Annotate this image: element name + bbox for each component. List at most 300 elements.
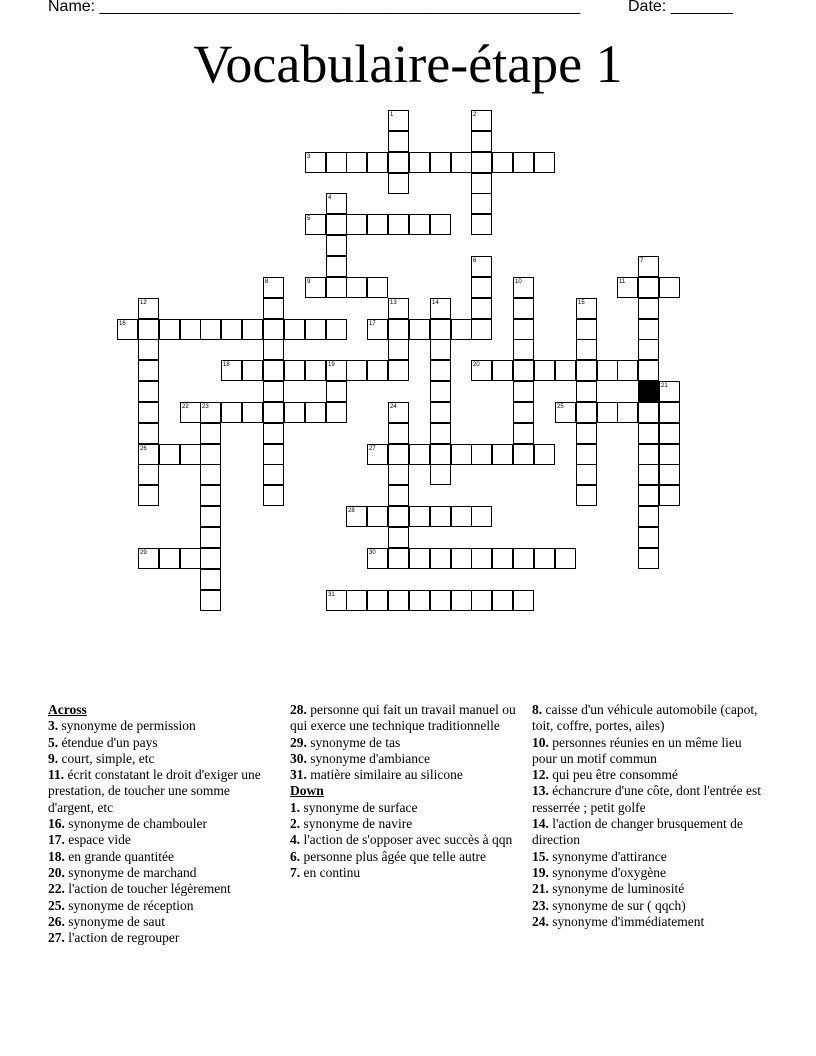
grid-cell[interactable] xyxy=(305,402,326,423)
clue-text: synonyme de navire xyxy=(300,816,413,832)
clue-number: 24 xyxy=(390,404,397,410)
clue xyxy=(48,849,278,865)
clue-number: 14 xyxy=(432,300,439,306)
clue-number-label: 4. xyxy=(290,832,301,848)
grid-cell[interactable] xyxy=(180,319,201,340)
clue-number-label: 22. xyxy=(48,881,65,897)
grid-cell[interactable] xyxy=(388,214,409,235)
grid-cell[interactable] xyxy=(263,444,284,465)
clue xyxy=(48,832,278,848)
grid-cell[interactable] xyxy=(513,402,534,423)
grid-cell[interactable] xyxy=(326,256,347,277)
clue-number-label: 3. xyxy=(48,718,59,734)
grid-cell[interactable] xyxy=(492,360,513,381)
clue-text: espace vide xyxy=(64,832,131,848)
clue xyxy=(290,816,526,832)
clue-text: synonyme de luminosité xyxy=(548,881,685,897)
grid-cell[interactable] xyxy=(409,548,430,569)
grid-cell[interactable] xyxy=(159,319,180,340)
grid-cell[interactable] xyxy=(263,423,284,444)
clue xyxy=(532,702,762,735)
clue xyxy=(532,816,762,849)
grid-cell[interactable] xyxy=(638,339,659,360)
grid-cell[interactable] xyxy=(138,339,159,360)
grid-cell[interactable] xyxy=(451,590,472,611)
clues-column-2 xyxy=(290,702,526,881)
clue-text: synonyme d'ambiance xyxy=(306,750,431,766)
grid-cell[interactable] xyxy=(138,423,159,444)
grid-cell[interactable] xyxy=(638,277,659,298)
grid-cell[interactable] xyxy=(471,548,492,569)
clue-number: 3 xyxy=(307,154,311,160)
clue-number-label: 7. xyxy=(290,864,301,880)
grid-cell[interactable] xyxy=(200,590,221,611)
across-heading: Across xyxy=(48,702,87,717)
clue xyxy=(48,914,278,930)
grid-cell[interactable] xyxy=(638,506,659,527)
clue xyxy=(290,832,526,848)
clue xyxy=(48,816,278,832)
clue xyxy=(48,881,278,897)
grid-cell[interactable] xyxy=(659,277,680,298)
grid-cell[interactable] xyxy=(430,360,451,381)
clue-text: en grande quantitée xyxy=(64,848,174,864)
grid-cell[interactable] xyxy=(659,402,680,423)
clue-number-label: 2. xyxy=(290,816,301,832)
grid-cell[interactable] xyxy=(200,506,221,527)
grid-cell[interactable] xyxy=(576,485,597,506)
grid-cell[interactable] xyxy=(388,485,409,506)
clue-number-label: 19. xyxy=(532,864,549,880)
grid-cell[interactable] xyxy=(346,214,367,235)
clue-number: 22 xyxy=(182,404,189,410)
clue-number-label: 29. xyxy=(290,734,307,750)
grid-cell[interactable] xyxy=(367,152,388,173)
grid-cell[interactable] xyxy=(638,319,659,340)
grid-cell[interactable] xyxy=(346,277,367,298)
clue-number-label: 10. xyxy=(532,734,549,750)
grid-cell[interactable] xyxy=(638,548,659,569)
grid-cell[interactable] xyxy=(638,444,659,465)
clue-text: l'action de s'opposer avec succès à qqn xyxy=(300,832,513,848)
grid-cell[interactable] xyxy=(513,360,534,381)
clue-text: court, simple, etc xyxy=(58,750,155,766)
clue-number-label: 6. xyxy=(290,848,301,864)
clue-text: personnes réunies en un même lieu pour un motif commun xyxy=(532,734,742,766)
clue-text: en continu xyxy=(300,864,361,880)
grid-cell[interactable] xyxy=(263,485,284,506)
grid-cell[interactable] xyxy=(200,527,221,548)
grid-cell[interactable] xyxy=(513,298,534,319)
grid-cell[interactable] xyxy=(326,214,347,235)
grid-cell[interactable] xyxy=(200,569,221,590)
grid-cell[interactable] xyxy=(492,444,513,465)
clue-number-label: 17. xyxy=(48,832,65,848)
grid-cell[interactable] xyxy=(451,548,472,569)
clue xyxy=(48,865,278,881)
grid-cell[interactable] xyxy=(388,506,409,527)
clue xyxy=(290,735,526,751)
clue xyxy=(48,751,278,767)
grid-cell[interactable] xyxy=(242,360,263,381)
grid-cell[interactable] xyxy=(638,485,659,506)
grid-cell[interactable] xyxy=(617,402,638,423)
grid-cell[interactable] xyxy=(409,444,430,465)
grid-cell[interactable] xyxy=(451,152,472,173)
grid-cell[interactable] xyxy=(513,548,534,569)
clue-number-label: 24. xyxy=(532,913,549,929)
clue-number-label: 11. xyxy=(48,767,65,783)
grid-cell[interactable] xyxy=(576,444,597,465)
grid-cell[interactable] xyxy=(200,423,221,444)
grid-cell[interactable] xyxy=(263,339,284,360)
grid-cell[interactable] xyxy=(200,444,221,465)
grid-cell[interactable] xyxy=(388,319,409,340)
grid-cell[interactable] xyxy=(659,464,680,485)
clue-number: 23 xyxy=(202,404,209,410)
clues-column-3 xyxy=(532,702,762,930)
grid-cell[interactable] xyxy=(451,506,472,527)
grid-cell[interactable] xyxy=(326,235,347,256)
grid-cell[interactable] xyxy=(576,319,597,340)
grid-cell[interactable] xyxy=(430,548,451,569)
clue-number: 8 xyxy=(265,279,269,285)
grid-cell[interactable] xyxy=(263,464,284,485)
grid-cell[interactable] xyxy=(388,527,409,548)
grid-cell[interactable] xyxy=(242,319,263,340)
grid-cell[interactable] xyxy=(284,360,305,381)
grid-cell[interactable] xyxy=(471,214,492,235)
clue-number: 28 xyxy=(348,508,355,514)
grid-cell[interactable] xyxy=(638,464,659,485)
clue-text: caisse d'un véhicule automobile (capot, toit, coffre, portes, ailes) xyxy=(532,702,758,734)
grid-cell[interactable] xyxy=(534,152,555,173)
clue xyxy=(48,898,278,914)
clue xyxy=(48,718,278,734)
grid-cell[interactable] xyxy=(367,590,388,611)
clue xyxy=(48,735,278,751)
grid-cell[interactable] xyxy=(180,444,201,465)
grid-cell[interactable] xyxy=(638,298,659,319)
grid-cell[interactable] xyxy=(326,402,347,423)
grid-cell[interactable] xyxy=(263,381,284,402)
clue-number: 29 xyxy=(140,550,147,556)
clue-number-label: 9. xyxy=(48,750,59,766)
grid-cell[interactable] xyxy=(284,319,305,340)
clue-number-label: 16. xyxy=(48,816,65,832)
clues-column-1 xyxy=(48,702,278,946)
grid-cell[interactable] xyxy=(388,590,409,611)
grid-cell[interactable] xyxy=(492,590,513,611)
grid-cell[interactable] xyxy=(471,277,492,298)
clue-text: synonyme de sur ( qqch) xyxy=(548,897,686,913)
grid-cell[interactable] xyxy=(597,360,618,381)
clue-number: 15 xyxy=(578,300,585,306)
clue-text: synonyme de saut xyxy=(64,913,165,929)
grid-cell[interactable] xyxy=(138,319,159,340)
grid-cell[interactable] xyxy=(534,548,555,569)
clue-text: qui peu être consommé xyxy=(548,767,678,783)
clue-text: synonyme de marchand xyxy=(64,864,197,880)
clue xyxy=(532,767,762,783)
grid-cell[interactable] xyxy=(305,319,326,340)
clue-number: 11 xyxy=(619,279,626,285)
grid-cell[interactable] xyxy=(513,590,534,611)
grid-cell[interactable] xyxy=(576,423,597,444)
clue xyxy=(290,702,526,735)
grid-cell[interactable] xyxy=(638,423,659,444)
grid-cell[interactable] xyxy=(221,402,242,423)
clue xyxy=(290,849,526,865)
grid-cell[interactable] xyxy=(659,444,680,465)
grid-cell[interactable] xyxy=(430,402,451,423)
grid-cell[interactable] xyxy=(513,152,534,173)
grid-cell[interactable] xyxy=(200,464,221,485)
grid-cell[interactable] xyxy=(367,506,388,527)
grid-cell[interactable] xyxy=(180,548,201,569)
clue-text: l'action de toucher légèrement xyxy=(64,881,231,897)
clue-text: synonyme de permission xyxy=(58,718,196,734)
grid-cell[interactable] xyxy=(138,402,159,423)
clue-number-label: 23. xyxy=(532,897,549,913)
grid-cell[interactable] xyxy=(221,319,242,340)
clue xyxy=(48,767,278,816)
clue-number: 13 xyxy=(390,300,397,306)
grid-cell[interactable] xyxy=(138,360,159,381)
clue xyxy=(532,898,762,914)
grid-cell[interactable] xyxy=(263,360,284,381)
grid-cell[interactable] xyxy=(305,360,326,381)
black-cell xyxy=(638,381,659,402)
grid-cell[interactable] xyxy=(513,339,534,360)
grid-cell[interactable] xyxy=(659,423,680,444)
clue-number: 19 xyxy=(328,362,335,368)
grid-cell[interactable] xyxy=(346,360,367,381)
grid-cell[interactable] xyxy=(534,360,555,381)
clue-text: synonyme d'oxygène xyxy=(548,864,667,880)
clue-number: 7 xyxy=(640,258,644,264)
clue-number: 2 xyxy=(473,112,477,118)
clue-text: synonyme de réception xyxy=(64,897,194,913)
grid-cell[interactable] xyxy=(597,402,618,423)
clue-number: 17 xyxy=(369,321,376,327)
clue xyxy=(290,800,526,816)
grid-cell[interactable] xyxy=(388,548,409,569)
clue-text: synonyme d'attirance xyxy=(548,848,667,864)
clue-number: 27 xyxy=(369,446,376,452)
grid-cell[interactable] xyxy=(409,214,430,235)
grid-cell[interactable] xyxy=(471,590,492,611)
grid-cell[interactable] xyxy=(430,381,451,402)
clue xyxy=(532,849,762,865)
clue-text: l'action de changer brusquement de direction xyxy=(532,816,743,848)
clue-number: 4 xyxy=(328,195,332,201)
grid-cell[interactable] xyxy=(430,444,451,465)
grid-cell[interactable] xyxy=(284,402,305,423)
grid-cell[interactable] xyxy=(471,298,492,319)
grid-cell[interactable] xyxy=(263,402,284,423)
date-field[interactable]: Date: _______ xyxy=(628,0,733,15)
clue-number: 16 xyxy=(119,321,126,327)
clue-number: 18 xyxy=(223,362,230,368)
grid-cell[interactable] xyxy=(513,423,534,444)
clue-number-label: 14. xyxy=(532,816,549,832)
grid-cell[interactable] xyxy=(346,590,367,611)
grid-cell[interactable] xyxy=(471,444,492,465)
grid-cell[interactable] xyxy=(367,214,388,235)
clue-number-label: 5. xyxy=(48,734,59,750)
grid-cell[interactable] xyxy=(471,193,492,214)
grid-cell[interactable] xyxy=(409,590,430,611)
clue-number: 25 xyxy=(557,404,564,410)
clue-text: écrit constatant le droit d'exiger une prestation, de toucher une somme d'argent, etc xyxy=(48,767,261,815)
grid-cell[interactable] xyxy=(138,464,159,485)
grid-cell[interactable] xyxy=(430,590,451,611)
clue-number-label: 8. xyxy=(532,702,543,717)
grid-cell[interactable] xyxy=(159,444,180,465)
grid-cell[interactable] xyxy=(388,339,409,360)
clue xyxy=(290,751,526,767)
grid-cell[interactable] xyxy=(555,360,576,381)
clue xyxy=(532,735,762,768)
clue-number-label: 28. xyxy=(290,702,307,717)
grid-cell[interactable] xyxy=(409,506,430,527)
grid-cell[interactable] xyxy=(326,277,347,298)
name-field[interactable]: Name: ______________________________________________________ xyxy=(48,0,581,15)
clue-number: 6 xyxy=(473,258,477,264)
clue xyxy=(532,881,762,897)
grid-cell[interactable] xyxy=(576,381,597,402)
grid-cell[interactable] xyxy=(326,152,347,173)
grid-cell[interactable] xyxy=(492,548,513,569)
grid-cell[interactable] xyxy=(471,173,492,194)
clue xyxy=(48,930,278,946)
clue-number: 9 xyxy=(307,279,311,285)
clue-number-label: 12. xyxy=(532,767,549,783)
clue-number-label: 15. xyxy=(532,848,549,864)
grid-cell[interactable] xyxy=(451,319,472,340)
grid-cell[interactable] xyxy=(492,152,513,173)
grid-cell[interactable] xyxy=(388,464,409,485)
clue-number-label: 30. xyxy=(290,750,307,766)
clue-text: matière similaire au silicone xyxy=(306,767,463,783)
grid-cell[interactable] xyxy=(430,214,451,235)
grid-cell[interactable] xyxy=(576,339,597,360)
grid-cell[interactable] xyxy=(430,339,451,360)
clue-number: 1 xyxy=(390,112,394,118)
clue-text: personne qui fait un travail manuel ou qui exerce une technique traditionnelle xyxy=(290,702,516,734)
grid-cell[interactable] xyxy=(471,506,492,527)
clue-text: personne plus âgée que telle autre xyxy=(300,848,487,864)
grid-cell[interactable] xyxy=(576,402,597,423)
clue xyxy=(532,914,762,930)
clue xyxy=(290,767,526,783)
grid-cell[interactable] xyxy=(638,402,659,423)
grid-cell[interactable] xyxy=(263,319,284,340)
grid-cell[interactable] xyxy=(409,152,430,173)
grid-cell[interactable] xyxy=(388,444,409,465)
grid-cell[interactable] xyxy=(430,319,451,340)
grid-cell[interactable] xyxy=(471,152,492,173)
clue-number-label: 27. xyxy=(48,930,65,946)
grid-cell[interactable] xyxy=(367,277,388,298)
grid-cell[interactable] xyxy=(638,360,659,381)
clue xyxy=(290,865,526,881)
grid-cell[interactable] xyxy=(138,485,159,506)
grid-cell[interactable] xyxy=(513,444,534,465)
grid-cell[interactable] xyxy=(242,402,263,423)
grid-cell[interactable] xyxy=(471,319,492,340)
clue-number: 26 xyxy=(140,446,147,452)
grid-cell[interactable] xyxy=(159,548,180,569)
clue-number-label: 13. xyxy=(532,783,549,799)
grid-cell[interactable] xyxy=(430,152,451,173)
grid-cell[interactable] xyxy=(367,360,388,381)
clue-text: échancrure d'une côte, dont l'entrée est resserrée ; petit golfe xyxy=(532,783,762,815)
grid-cell[interactable] xyxy=(388,360,409,381)
clue-text: l'action de regrouper xyxy=(64,930,180,946)
clue-number-label: 21. xyxy=(532,881,549,897)
clue-number: 12 xyxy=(140,300,147,306)
grid-cell[interactable] xyxy=(471,131,492,152)
grid-cell[interactable] xyxy=(451,444,472,465)
down-heading: Down xyxy=(290,783,324,799)
grid-cell[interactable] xyxy=(659,485,680,506)
clue-number: 31 xyxy=(328,592,335,598)
clue xyxy=(532,865,762,881)
grid-cell[interactable] xyxy=(200,319,221,340)
clue-text: synonyme de surface xyxy=(300,799,418,815)
grid-cell[interactable] xyxy=(263,298,284,319)
clue-number: 20 xyxy=(473,362,480,368)
grid-cell[interactable] xyxy=(388,131,409,152)
grid-cell[interactable] xyxy=(409,319,430,340)
clue-text: synonyme d'immédiatement xyxy=(548,913,705,929)
clue-text: étendue d'un pays xyxy=(58,734,158,750)
grid-cell[interactable] xyxy=(388,152,409,173)
grid-cell[interactable] xyxy=(513,319,534,340)
grid-cell[interactable] xyxy=(617,360,638,381)
grid-cell[interactable] xyxy=(534,444,555,465)
grid-cell[interactable] xyxy=(138,381,159,402)
grid-cell[interactable] xyxy=(430,423,451,444)
grid-cell[interactable] xyxy=(346,152,367,173)
grid-cell[interactable] xyxy=(200,548,221,569)
grid-cell[interactable] xyxy=(513,381,534,402)
grid-cell[interactable] xyxy=(200,485,221,506)
grid-cell[interactable] xyxy=(430,464,451,485)
clue-number-label: 31. xyxy=(290,767,307,783)
clue-number-label: 18. xyxy=(48,848,65,864)
clue-text: synonyme de chambouler xyxy=(64,816,207,832)
clue-number-label: 25. xyxy=(48,897,65,913)
grid-cell[interactable] xyxy=(388,173,409,194)
grid-cell[interactable] xyxy=(430,506,451,527)
clue-number: 21 xyxy=(661,383,668,389)
grid-cell[interactable] xyxy=(638,527,659,548)
clue-number: 5 xyxy=(307,216,311,222)
grid-cell[interactable] xyxy=(576,360,597,381)
grid-cell[interactable] xyxy=(326,381,347,402)
grid-cell[interactable] xyxy=(388,423,409,444)
clue-number-label: 1. xyxy=(290,799,301,815)
grid-cell[interactable] xyxy=(555,548,576,569)
clue-number-label: 20. xyxy=(48,864,65,880)
clue-number: 10 xyxy=(515,279,522,285)
grid-cell[interactable] xyxy=(326,319,347,340)
puzzle-title: Vocabulaire-étape 1 xyxy=(193,34,623,94)
grid-cell[interactable] xyxy=(576,464,597,485)
